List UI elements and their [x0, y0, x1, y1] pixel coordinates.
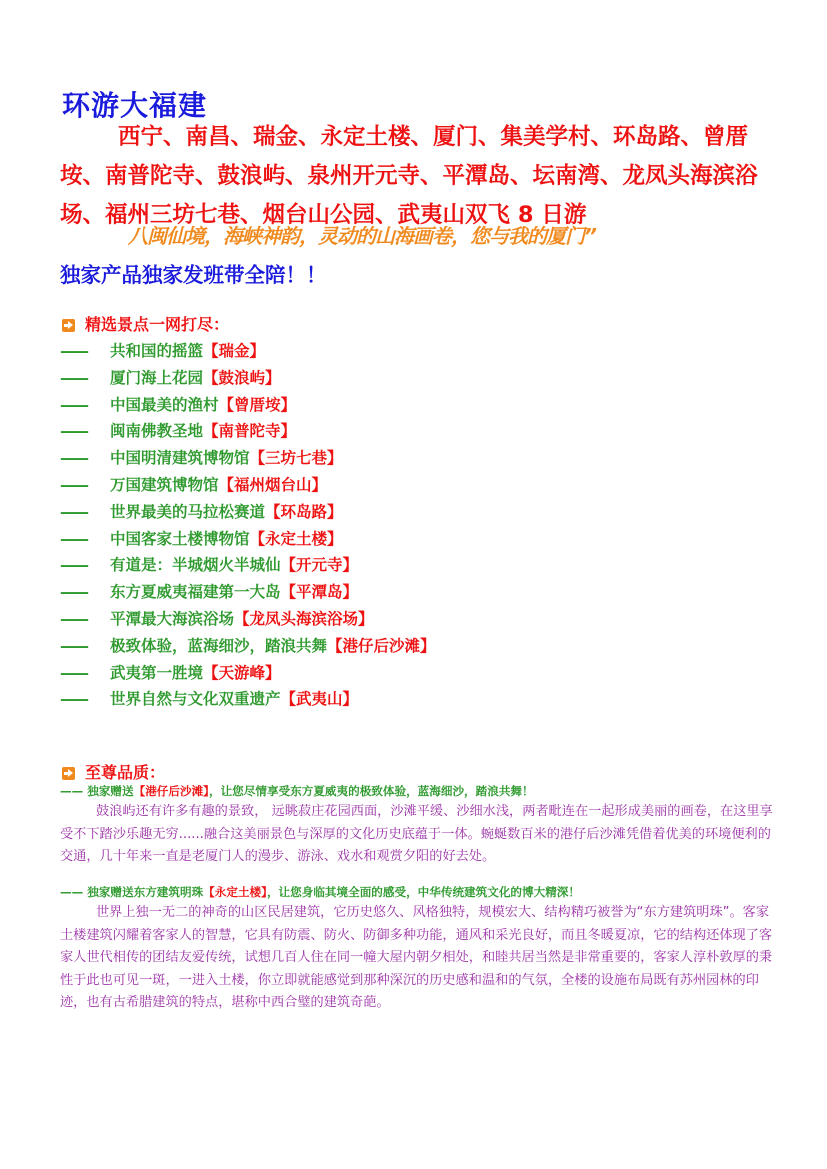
- spot-highlight: 【天游峰】: [203, 663, 281, 682]
- spots-section-heading: [62, 312, 229, 335]
- spot-item: [60, 445, 436, 472]
- spot-item: [60, 365, 436, 392]
- spot-dash: ——: [60, 395, 87, 414]
- spot-item: [60, 633, 436, 660]
- spot-highlight: 【平潭岛】: [280, 583, 359, 602]
- spot-highlight: 【福州烟台山】: [218, 475, 328, 494]
- spots-heading-text: 精选景点一网打尽：: [85, 315, 230, 334]
- quality-section-heading: [62, 760, 165, 783]
- spot-item: [60, 418, 436, 445]
- spot-dash: ——: [60, 475, 87, 494]
- spot-item: [60, 499, 436, 526]
- spot-highlight: 【曾厝垵】: [218, 395, 297, 414]
- feature-head-highlight: 【港仔后沙滩】: [133, 784, 209, 798]
- feature-beach: [60, 781, 780, 869]
- spot-highlight: 【瑞金】: [203, 342, 266, 360]
- spot-highlight: 【永定土楼】: [249, 529, 343, 548]
- exclusive-notice: 独家产品独家发班带全陪！！: [60, 263, 327, 287]
- spot-dash: ——: [60, 529, 87, 548]
- arrow-right-icon: [62, 767, 75, 780]
- spot-text: 中国最美的渔村: [110, 395, 219, 414]
- spot-dash: ——: [60, 449, 87, 468]
- spot-text: 武夷第一胜境: [110, 663, 204, 682]
- spot-text: 中国明清建筑博物馆: [110, 449, 250, 468]
- spot-item: [60, 606, 436, 633]
- spots-list: [60, 338, 436, 713]
- page-title: 环游大福建: [62, 89, 208, 122]
- spot-item: [60, 660, 436, 687]
- spot-dash: ——: [60, 502, 87, 521]
- route-text: 西宁、南昌、瑞金、永定土楼、厦门、集美学村、环岛路、曾厝垵、南普陀寺、鼓浪屿、泉州开元寺、平潭岛、坛南湾、龙凤头海滨浴场、福州三坊七巷、烟台山公园、武夷山双飞 8 日游: [60, 124, 758, 228]
- feature-head-prefix: —— 独家赠送: [60, 784, 134, 798]
- feature-body: 世界上独一无二的神奇的山区民居建筑，它历史悠久、风格独特，规模宏大、结构精巧被誉为“东方建筑明珠”。客家土楼建筑闪耀着客家人的智慧，它具有防震、防火、防御多种功能，通风和采光良好，而且冬暖夏凉，它的结构还体现了客家人世代相传的团结友爱传统，试想几百人住在同一幢大屋内朝夕相处，和睦共居当然是非常重要的，客家人淳朴敦厚的秉性于此也可见一斑，一进入土楼，你立即就能感觉到那种深沉的历史感和温和的气氛，全楼的设施布局既有苏州园林的印迹，也有古希腊建筑的特点，堪称中西合璧的建筑奇葩。: [60, 905, 773, 1011]
- feature-head: [60, 781, 780, 801]
- spot-text: 东方夏威夷福建第一大岛: [110, 583, 281, 602]
- spot-highlight: 【三坊七巷】: [249, 449, 343, 468]
- spot-item: [60, 686, 436, 713]
- spot-dash: ——: [60, 556, 87, 575]
- spot-text: 厦门海上花园: [110, 368, 204, 387]
- quality-heading-text: 至尊品质：: [85, 763, 166, 782]
- spot-highlight: 【武夷山】: [280, 690, 359, 709]
- spot-item: [60, 579, 436, 606]
- spot-text: 极致体验，蓝海细沙，踏浪共舞: [110, 636, 328, 655]
- spot-dash: ——: [60, 342, 87, 360]
- spot-text: 中国客家土楼博物馆: [110, 529, 250, 548]
- spot-item: [60, 526, 436, 553]
- feature-head: [60, 882, 780, 902]
- spot-text: 世界最美的马拉松赛道: [110, 502, 266, 521]
- feature-head-prefix: —— 独家赠送东方建筑明珠: [60, 885, 204, 899]
- feature-head-suffix: ，让您身临其境全面的感受，中华传统建筑文化的博大精深！: [266, 885, 580, 899]
- route-description: [60, 118, 772, 235]
- spot-text: 平潭最大海滨浴场: [110, 609, 235, 628]
- feature-head-highlight: 【永定土楼】: [203, 885, 267, 899]
- spot-item: [60, 472, 436, 499]
- spot-highlight: 【环岛路】: [265, 502, 343, 521]
- spot-highlight: 【鼓浪屿】: [203, 368, 281, 387]
- spot-item: [60, 338, 436, 365]
- feature-head-suffix: ，让您尽情享受东方夏威夷的极致体验，蓝海细沙，踏浪共舞！: [208, 784, 534, 798]
- spot-highlight: 【开元寺】: [280, 556, 359, 575]
- arrow-right-icon: [62, 319, 75, 332]
- spot-item: [60, 392, 436, 419]
- spot-text: 闽南佛教圣地: [110, 422, 204, 441]
- spot-dash: ——: [60, 422, 87, 441]
- spot-dash: ——: [60, 583, 87, 602]
- spot-text: 共和国的摇篮: [110, 342, 204, 360]
- spot-dash: ——: [60, 663, 87, 682]
- spot-text: 万国建筑博物馆: [110, 475, 219, 494]
- spot-highlight: 【港仔后沙滩】: [327, 636, 436, 655]
- spot-item: [60, 552, 436, 579]
- slogan: 八闽仙境，海峡神韵，灵动的山海画卷，您与我的厦门”: [128, 224, 596, 248]
- spot-text: 有道是：半城烟火半城仙: [110, 556, 281, 575]
- spot-highlight: 【南普陀寺】: [203, 422, 297, 441]
- spot-dash: ——: [60, 368, 87, 387]
- spot-dash: ——: [60, 690, 87, 709]
- feature-body: 鼓浪屿还有许多有趣的景致， 远眺菽庄花园西面，沙滩平缓、沙细水浅，两者毗连在一起形成美丽的画卷，在这里享受不下踏沙乐趣无穷......融合这美丽景色与深厚的文化历史底蕴于一体。蜿蜒数百米的港仔后沙滩凭借着优美的环境便利的交通，几十年来一直是老厦门人的漫步、游泳、戏水和观赏夕阳的好去处。: [60, 804, 773, 865]
- spot-dash: ——: [60, 636, 87, 655]
- spot-highlight: 【龙凤头海滨浴场】: [234, 609, 374, 628]
- feature-tulou: [60, 882, 780, 1015]
- spot-text: 世界自然与文化双重遗产: [110, 690, 281, 709]
- spot-dash: ——: [60, 609, 87, 628]
